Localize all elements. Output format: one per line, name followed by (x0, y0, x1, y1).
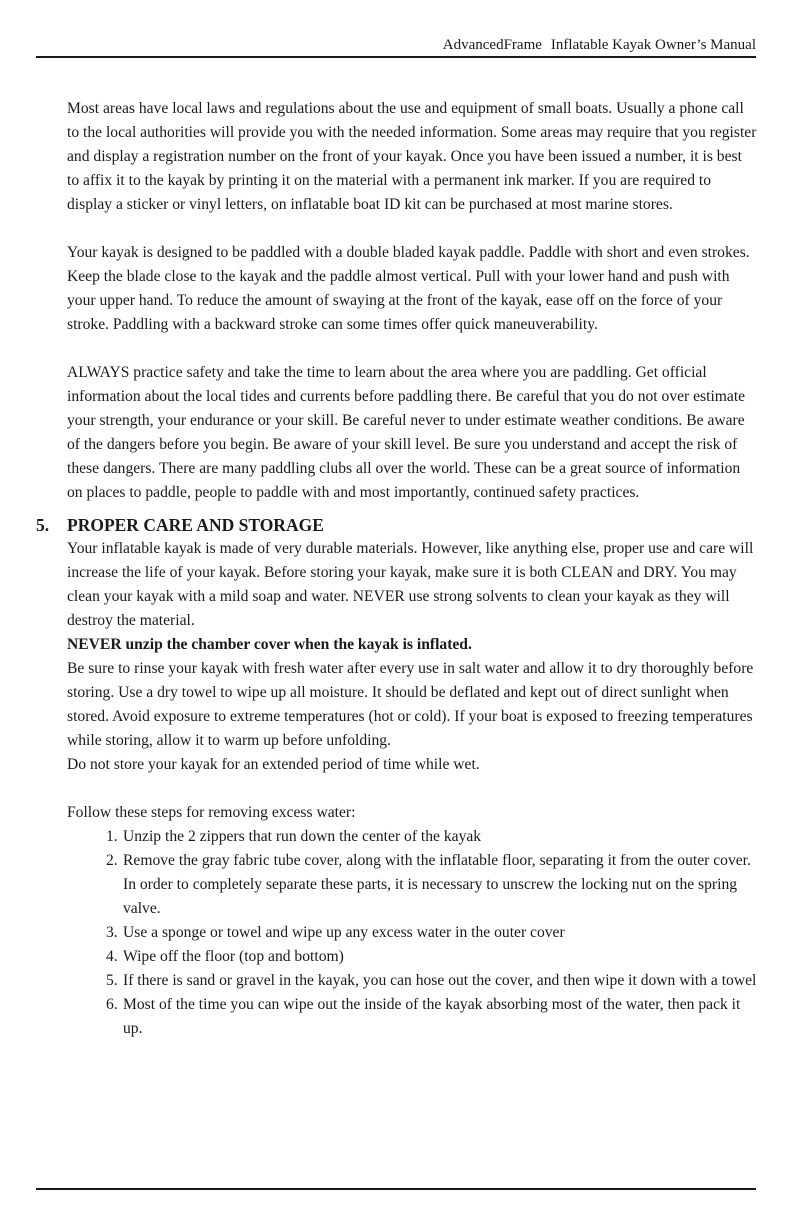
section-heading (36, 513, 757, 537)
step-text: Most of the time you can wipe out the inside of the kayak absorbing most of the water, then pack it up. (123, 996, 741, 1037)
step-number: 4. (106, 948, 118, 965)
paragraph-care-intro: Your inflatable kayak is made of very durable materials. However, like anything else, proper use and care will increase the life of your kayak. Before storing your kayak, make sure it is both CLEAN and DRY. You may clean your kayak with a mild soap and water. NEVER use strong solvents to clean your kayak as they will destroy the material. (67, 540, 754, 629)
paragraph-wet: Do not store your kayak for an extended period of time while wet. (67, 756, 480, 773)
step-number: 3. (106, 924, 118, 941)
steps-list (67, 825, 757, 1041)
page-body (36, 97, 757, 1041)
footer-rule (36, 1188, 756, 1190)
header-rule (36, 56, 756, 58)
header-title: Inflatable Kayak Owner’s Manual (550, 37, 756, 53)
list-item (106, 849, 757, 921)
paragraph-rinse: Be sure to rinse your kayak with fresh water after every use in salt water and allow it to dry thoroughly before storing. Use a dry towel to wipe up all moisture. It should be deflated and kept out of direct sunlight when stored. Avoid exposure to extreme temperatures (hot or cold). If your boat is exposed to freezing temperatures while storing, allow it to warm up before unfolding. (67, 660, 754, 749)
step-number: 2. (106, 852, 118, 869)
list-item (106, 945, 757, 969)
step-number: 6. (106, 996, 118, 1013)
list-item (106, 921, 757, 945)
paragraph-safety: ALWAYS practice safety and take the time to learn about the area where you are paddling. Get official information about the local tides and currents before paddling there. Be careful that you do not over estimate your strength, your endurance or your skill. Be careful never to under estimate weather conditions. Be aware of the dangers before you begin. Be aware of your skill level. Be sure you understand and accept the risk of these dangers. There are many paddling clubs all over the world. These can be a great source of information on places to paddle, people to paddle with and most importantly, continued safety practices. (67, 364, 746, 501)
paragraph-paddling: Your kayak is designed to be paddled with a double bladed kayak paddle. Paddle with short and even strokes. Keep the blade close to the kayak and the paddle almost vertical. Pull with your lower hand and push with your upper hand. To reduce the amount of swaying at the front of the kayak, ease off on the force of your stroke. Paddling with a backward stroke can some times offer quick maneuverability. (67, 244, 750, 333)
step-text: Unzip the 2 zippers that run down the center of the kayak (123, 828, 482, 845)
step-text: If there is sand or gravel in the kayak, you can hose out the cover, and then wipe it down with a towel (123, 972, 757, 989)
step-number: 1. (106, 828, 118, 845)
section-title: PROPER CARE AND STORAGE (67, 515, 324, 535)
list-item (106, 825, 757, 849)
list-item (106, 969, 757, 993)
header-brand: AdvancedFrame (442, 37, 542, 53)
paragraph-laws: Most areas have local laws and regulations about the use and equipment of small boats. Usually a phone call to the local authorities will provide you with the needed information. Some areas may require that you register and display a registration number on the front of your kayak. Once you have been issued a number, it is best to affix it to the kayak by printing it on the material with a permanent ink marker. If you are required to display a sticker or vinyl letters, on inflatable boat ID kit can be purchased at most marine stores. (67, 100, 757, 213)
section-number: 5. (36, 515, 50, 535)
step-text: Wipe off the floor (top and bottom) (123, 948, 344, 965)
step-number: 5. (106, 972, 118, 989)
list-item (106, 993, 757, 1041)
steps-intro: Follow these steps for removing excess water: (67, 804, 356, 821)
step-text: Remove the gray fabric tube cover, along with the inflatable floor, separating it from the outer cover. In order to completely separate these parts, it is necessary to unscrew the locking nut on the spring valve. (123, 852, 751, 917)
page-header (36, 36, 756, 56)
warning-text: NEVER unzip the chamber cover when the kayak is inflated. (67, 636, 472, 653)
step-text: Use a sponge or towel and wipe up any excess water in the outer cover (123, 924, 565, 941)
